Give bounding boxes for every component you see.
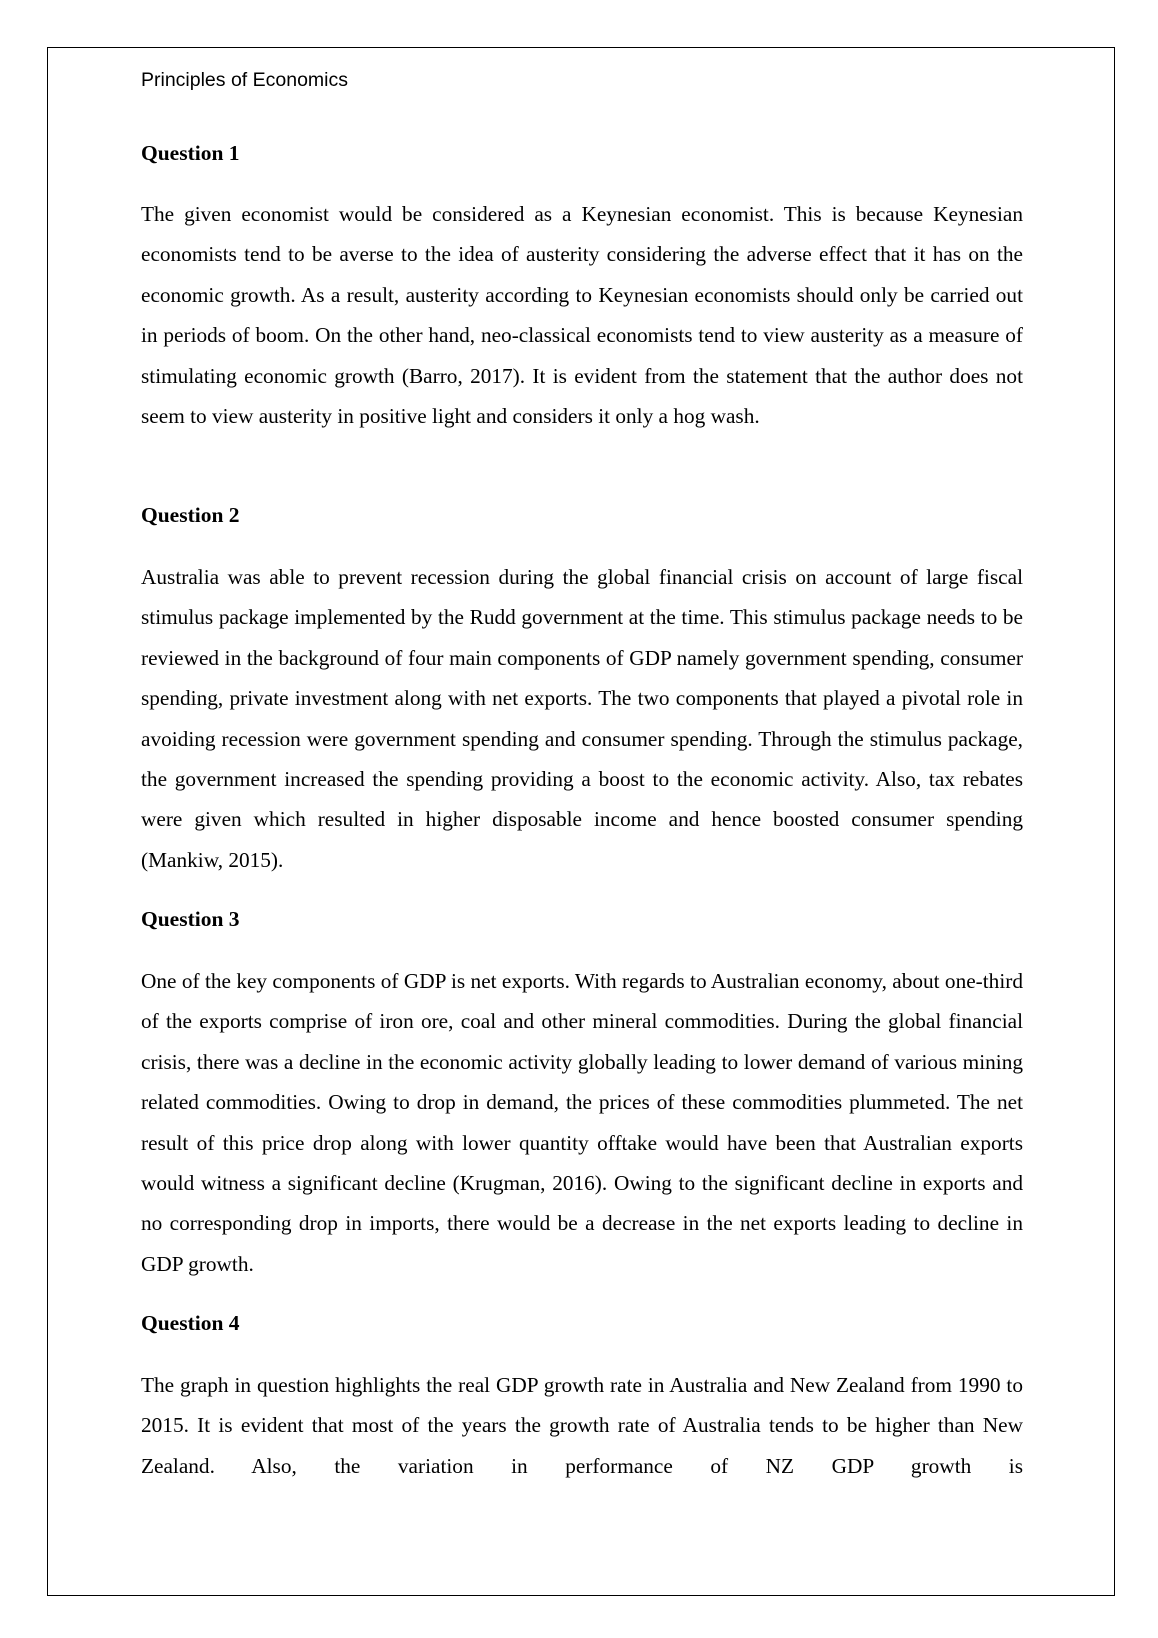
- running-header: Principles of Economics: [141, 69, 348, 91]
- question-1-paragraph: The given economist would be considered as a Keynesian economist. This is because Keynesian economists tend to be averse to the idea of austerity considering the adverse effect that it has on the economic growth. As a result, austerity according to Keynesian economists should only be carried out in periods of boom. On the other hand, neo-classical economists tend to view austerity as a measure of stimulating economic growth (Barro, 2017). It is evident from the statement that the author does not seem to view austerity in positive light and considers it only a hog wash.: [141, 202, 1023, 429]
- question-2-heading: Question 2: [141, 503, 240, 527]
- question-3-heading: Question 3: [141, 907, 240, 931]
- question-3-paragraph: One of the key components of GDP is net exports. With regards to Australian economy, about one-third of the exports comprise of iron ore, coal and other mineral commodities. During the global financial crisis, there was a decline in the economic activity globally leading to lower demand of various mining related commodities. Owing to drop in demand, the prices of these commodities plummeted. The net result of this price drop along with lower quantity offtake would have been that Australian exports would witness a significant decline (Krugman, 2016). Owing to the significant decline in exports and no corresponding drop in imports, there would be a decrease in the net exports leading to decline in GDP growth.: [141, 969, 1023, 1276]
- question-2-paragraph: Australia was able to prevent recession during the global financial crisis on account of large fiscal stimulus package implemented by the Rudd government at the time. This stimulus package needs to be reviewed in the background of four main components of GDP namely government spending, consumer spending, private investment along with net exports. The two components that played a pivotal role in avoiding recession were government spending and consumer spending. Through the stimulus package, the government increased the spending providing a boost to the economic activity. Also, tax rebates were given which resulted in higher disposable income and hence boosted consumer spending (Mankiw, 2015).: [141, 565, 1023, 872]
- question-1-heading: Question 1: [141, 141, 240, 165]
- question-4-heading: Question 4: [141, 1311, 240, 1335]
- question-4-paragraph: The graph in question highlights the real GDP growth rate in Australia and New Zealand from 1990 to 2015. It is evident that most of the years the growth rate of Australia tends to be higher than New Zealand. Also, the variation in performance of NZ GDP growth is: [141, 1373, 1023, 1478]
